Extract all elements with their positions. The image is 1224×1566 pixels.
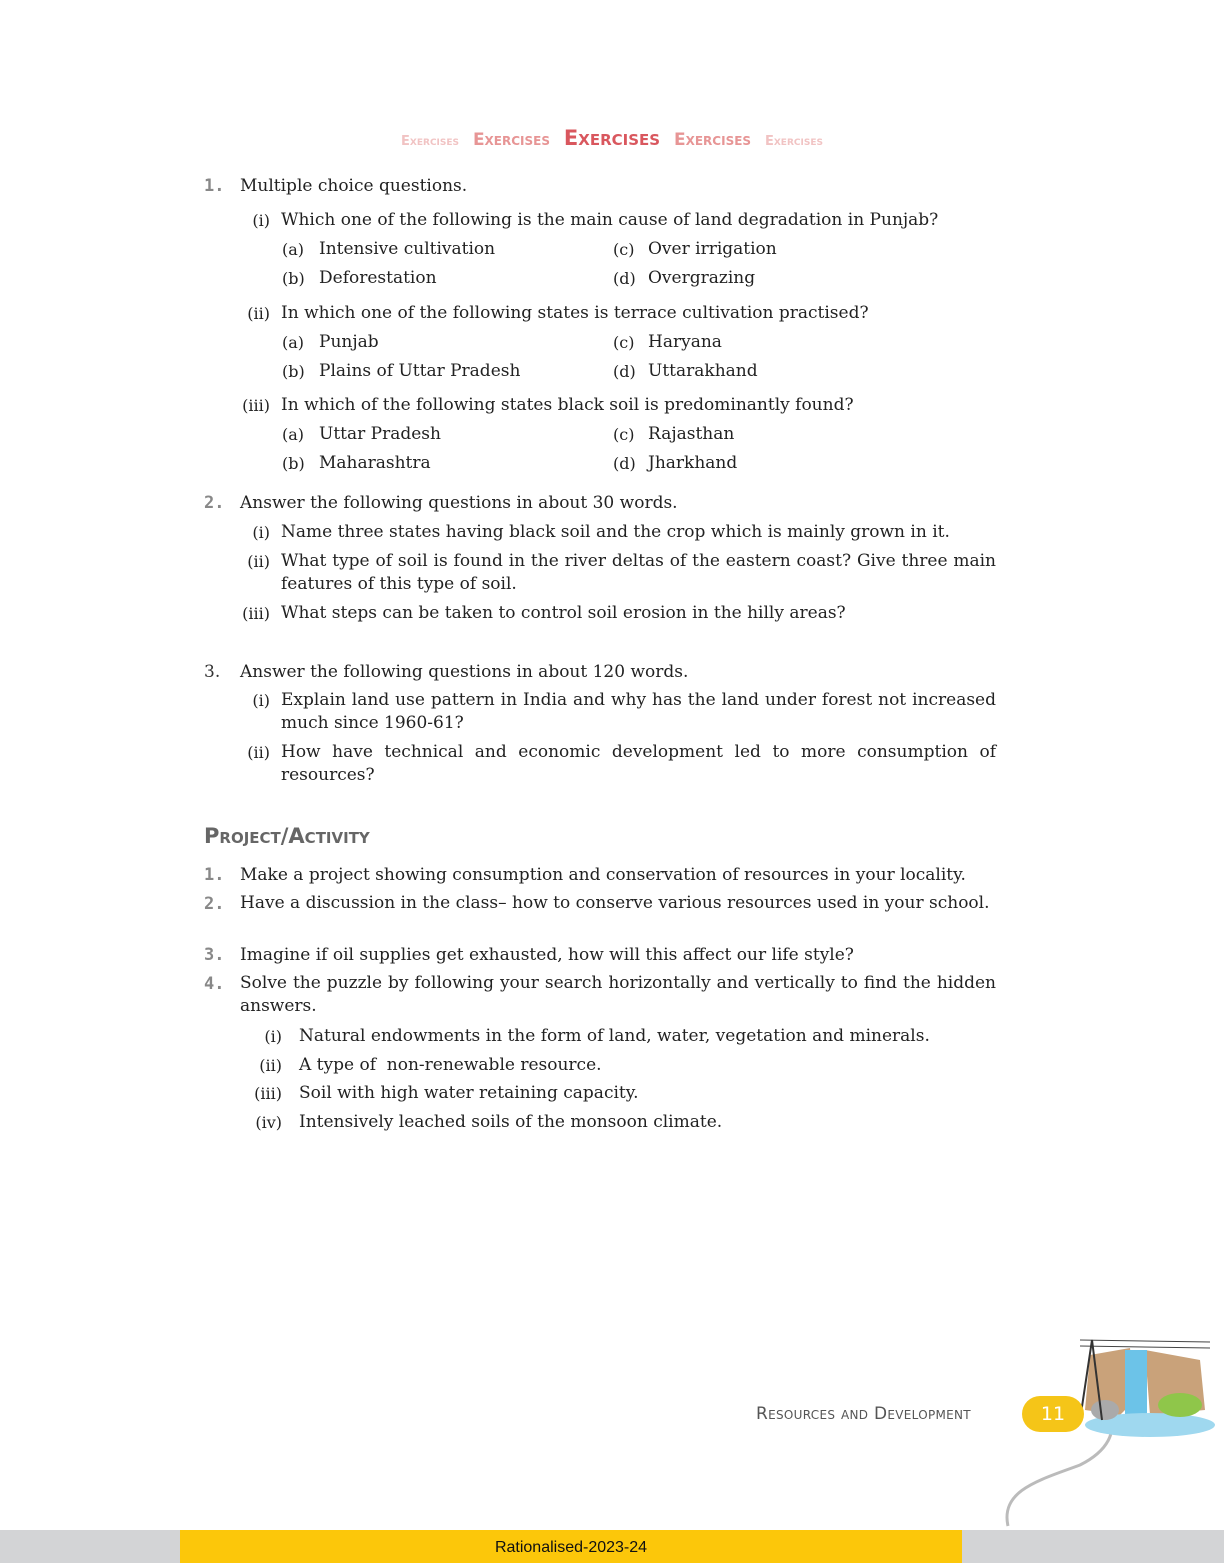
question-text: What steps can be taken to control soil erosion in the hilly areas? xyxy=(281,603,846,623)
bottom-banner xyxy=(0,1530,1224,1563)
activity-text: Solve the puzzle by following your search horizontally and vertically to find the hidden answers. xyxy=(240,973,996,1016)
header-word: Exercises xyxy=(764,134,823,149)
page-number: 11 xyxy=(1022,1396,1084,1432)
question-number: 2. xyxy=(204,493,225,513)
section-heading: Project/Activity xyxy=(204,824,370,848)
mcq-question: Which one of the following is the main cause of land degradation in Punjab? xyxy=(281,210,939,230)
option-letter: (d) xyxy=(613,269,636,288)
option-text: Haryana xyxy=(648,332,722,352)
option-letter: (a) xyxy=(282,240,305,259)
option-letter: (a) xyxy=(282,333,305,352)
activity-number: 3. xyxy=(204,945,225,965)
question-title: Multiple choice questions. xyxy=(240,176,468,196)
option-letter: (d) xyxy=(613,362,636,381)
option-text: Punjab xyxy=(319,332,379,352)
question-text: Name three states having black soil and the crop which is mainly grown in it. xyxy=(281,522,950,542)
activity-number: 4. xyxy=(204,974,225,994)
option-text: Rajasthan xyxy=(648,424,735,444)
item-numeral: (ii) xyxy=(259,1056,282,1075)
question-title: Answer the following questions in about 30 words. xyxy=(240,493,678,513)
option-text: Over irrigation xyxy=(648,239,777,259)
activity-text: Have a discussion in the class– how to conserve various resources used in your school. xyxy=(240,893,990,913)
option-text: Jharkhand xyxy=(648,453,738,473)
option-text: Uttar Pradesh xyxy=(319,424,441,444)
item-numeral: (iii) xyxy=(254,1084,282,1103)
mcq-question: In which of the following states black soil is predominantly found? xyxy=(281,395,854,415)
option-letter: (b) xyxy=(282,362,305,381)
option-letter: (c) xyxy=(613,333,635,352)
activity-number: 1. xyxy=(204,865,225,885)
option-text: Overgrazing xyxy=(648,268,756,288)
puzzle-clue: Natural endowments in the form of land, water, vegetation and minerals. xyxy=(299,1026,930,1046)
item-numeral: (iii) xyxy=(242,604,270,623)
item-numeral: (i) xyxy=(252,691,270,710)
puzzle-clue: Soil with high water retaining capacity. xyxy=(299,1083,639,1103)
puzzle-clue: Intensively leached soils of the monsoon climate. xyxy=(299,1112,723,1132)
book-title: Resources and Development xyxy=(756,1404,971,1424)
item-numeral: (iii) xyxy=(242,396,270,415)
header-word: Exercises xyxy=(674,130,752,150)
option-letter: (c) xyxy=(613,240,635,259)
option-text: Intensive cultivation xyxy=(319,239,496,259)
exercises-header xyxy=(0,126,1224,150)
activity-text: Make a project showing consumption and conservation of resources in your locality. xyxy=(240,865,966,885)
question-title: Answer the following questions in about 120 words. xyxy=(240,662,689,682)
item-numeral: (i) xyxy=(252,211,270,230)
item-numeral: (ii) xyxy=(247,743,270,762)
question-number: 1. xyxy=(204,176,225,196)
question-number: 3. xyxy=(204,662,221,682)
option-letter: (b) xyxy=(282,269,305,288)
puzzle-clue: A type of non-renewable resource. xyxy=(299,1055,602,1075)
question-text: Explain land use pattern in India and why has the land under forest not increased much since 1960-61? xyxy=(281,690,996,733)
option-letter: (a) xyxy=(282,425,305,444)
item-numeral: (ii) xyxy=(247,304,270,323)
rationalised-label: Rationalised-2023-24 xyxy=(180,1530,962,1563)
option-text: Maharashtra xyxy=(319,453,431,473)
header-word: Exercises xyxy=(563,126,661,150)
question-text: How have technical and economic development led to more consumption of resources? xyxy=(281,742,996,785)
question-text: What type of soil is found in the river deltas of the eastern coast? Give three main features of this type of soil. xyxy=(281,551,996,594)
mcq-question: In which one of the following states is terrace cultivation practised? xyxy=(281,303,869,323)
option-text: Plains of Uttar Pradesh xyxy=(319,361,521,381)
header-word: Exercises xyxy=(401,134,460,149)
option-letter: (b) xyxy=(282,454,305,473)
item-numeral: (iv) xyxy=(255,1113,282,1132)
option-letter: (c) xyxy=(613,425,635,444)
option-text: Uttarakhand xyxy=(648,361,758,381)
item-numeral: (ii) xyxy=(247,552,270,571)
option-text: Deforestation xyxy=(319,268,437,288)
option-letter: (d) xyxy=(613,454,636,473)
activity-text: Imagine if oil supplies get exhausted, how will this affect our life style? xyxy=(240,945,854,965)
header-word: Exercises xyxy=(472,130,550,150)
activity-number: 2. xyxy=(204,894,225,914)
item-numeral: (i) xyxy=(252,523,270,542)
item-numeral: (i) xyxy=(264,1027,282,1046)
